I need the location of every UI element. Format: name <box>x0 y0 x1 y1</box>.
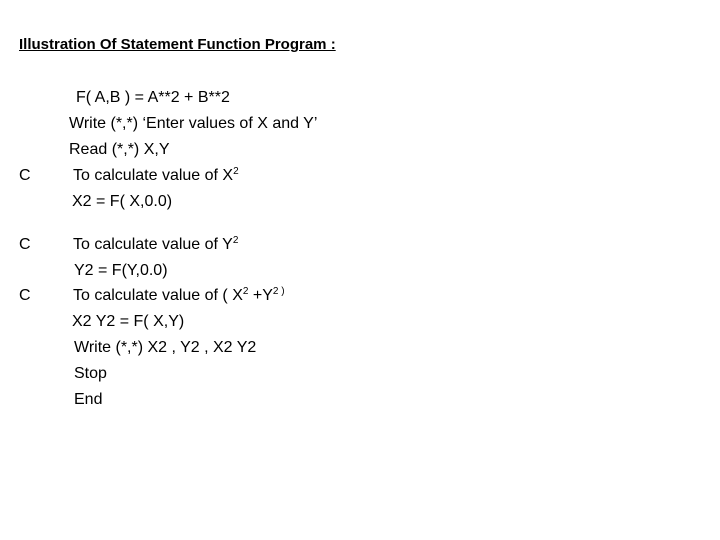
superscript: 2 <box>232 235 239 246</box>
comment-marker: C <box>19 287 31 304</box>
comment-text: To calculate value of X <box>73 167 234 184</box>
code-line-x2-assign: X2 = F( X,0.0) <box>72 193 173 210</box>
code-line-write-prompt: Write (*,*) ‘Enter values of X and Y’ <box>69 115 318 132</box>
code-line-read: Read (*,*) X,Y <box>69 141 170 158</box>
code-line-comment-y <box>73 236 238 254</box>
comment-marker: C <box>19 167 31 184</box>
code-line-comment-x <box>73 167 239 185</box>
comment-marker: C <box>19 236 31 253</box>
superscript: 2 ) <box>272 286 285 297</box>
comment-text: To calculate value of Y <box>73 236 233 253</box>
comment-text: To calculate value of ( X <box>73 287 243 304</box>
superscript: 2 <box>233 166 239 177</box>
code-line-write-results: Write (*,*) X2 , Y2 , X2 Y2 <box>74 339 257 356</box>
page-title: Illustration Of Statement Function Program : <box>19 36 336 53</box>
code-line-function-def: F( A,B ) = A**2 + B**2 <box>76 89 230 106</box>
code-line-end: End <box>74 391 103 408</box>
comment-text: +Y <box>248 287 273 304</box>
code-line-x2y2-assign: X2 Y2 = F( X,Y) <box>72 313 185 330</box>
code-line-y2-assign: Y2 = F(Y,0.0) <box>74 262 168 279</box>
code-line-comment-xy <box>73 287 285 305</box>
superscript: 2 <box>242 286 249 297</box>
code-line-stop: Stop <box>74 365 107 382</box>
